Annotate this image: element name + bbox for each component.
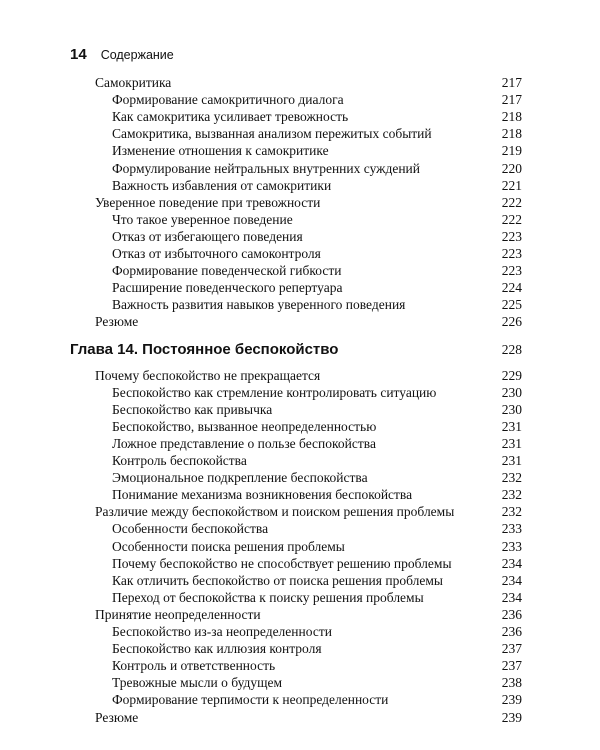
toc-entry-page: 220 xyxy=(501,160,522,176)
toc-entry-page: 239 xyxy=(501,692,522,708)
chapter-heading xyxy=(0,339,600,361)
toc-entry xyxy=(0,640,600,657)
toc-entry-page: 236 xyxy=(501,606,522,622)
toc-entry-title: Различие между беспокойством и поиском решения проблемы xyxy=(95,504,455,520)
toc-entry xyxy=(0,211,600,228)
toc-entry xyxy=(0,606,600,623)
toc-entry-title: Отказ от избыточного самоконтроля xyxy=(112,246,321,261)
toc-entry xyxy=(0,194,600,211)
toc-entry xyxy=(0,486,600,503)
toc-entry-page: 234 xyxy=(501,572,522,588)
toc-entry-title: Контроль беспокойства xyxy=(112,453,247,468)
toc-entry xyxy=(0,262,600,279)
toc-entry xyxy=(0,452,600,469)
toc-entry-page: 217 xyxy=(501,75,522,90)
toc-entry xyxy=(0,674,600,691)
toc-entry-page: 237 xyxy=(501,658,522,674)
toc-entry xyxy=(0,91,600,108)
toc-entry-page: 232 xyxy=(501,487,522,503)
toc-entry-page: 231 xyxy=(501,453,522,468)
toc-entry xyxy=(0,503,600,520)
toc-entry-page: 233 xyxy=(501,521,522,537)
toc-entry xyxy=(0,657,600,674)
chapter-page: 228 xyxy=(501,341,522,357)
toc-entry-page: 233 xyxy=(501,538,522,554)
toc-entry-page: 223 xyxy=(501,246,522,261)
toc-entry-page: 234 xyxy=(501,589,522,605)
toc-entry xyxy=(0,160,600,177)
toc-entry-title: Формирование самокритичного диалога xyxy=(112,92,344,108)
toc-entry xyxy=(0,384,600,401)
toc-entry xyxy=(0,469,600,486)
toc-entry-title: Формирование поведенческой гибкости xyxy=(112,263,342,279)
toc-entry xyxy=(0,589,600,606)
toc-entry-title: Особенности поиска решения проблемы xyxy=(112,538,345,554)
toc-entry-page: 222 xyxy=(501,194,522,210)
toc-entry-title: Как отличить беспокойство от поиска решения проблемы xyxy=(112,572,443,588)
toc-entry-title: Переход от беспокойства к поиску решения проблемы xyxy=(112,589,424,605)
toc-entry xyxy=(0,313,600,330)
toc-entry-page: 225 xyxy=(501,297,522,313)
toc-entry xyxy=(0,691,600,708)
toc-entry-page: 224 xyxy=(501,280,522,296)
toc-entry xyxy=(0,279,600,296)
toc-entry xyxy=(0,125,600,142)
toc-entry-title: Отказ от избегающего поведения xyxy=(112,228,303,244)
toc-entry-title: Как самокритика усиливает тревожность xyxy=(112,109,349,125)
toc-entry xyxy=(0,142,600,159)
toc-entry-title: Беспокойство как стремление контролировать ситуацию xyxy=(112,384,437,400)
toc-entry xyxy=(0,108,600,125)
toc-entry-title: Ложное представление о пользе беспокойства xyxy=(112,435,376,451)
toc-entry-title: Изменение отношения к самокритике xyxy=(112,143,329,159)
toc-entry xyxy=(0,623,600,640)
toc-entry-page: 229 xyxy=(501,367,522,383)
toc-entry-page: 218 xyxy=(501,109,522,125)
toc-entry xyxy=(0,435,600,452)
toc-entry-title: Тревожные мысли о будущем xyxy=(112,675,283,691)
toc-entry xyxy=(0,245,600,262)
toc-entry-title: Почему беспокойство не способствует решению проблемы xyxy=(112,555,452,571)
toc-entry xyxy=(0,555,600,572)
toc-entry-title: Уверенное поведение при тревожности xyxy=(95,194,321,210)
toc-entry-page: 222 xyxy=(501,211,522,227)
toc-entry-page: 237 xyxy=(501,641,522,657)
toc-entry-title: Формирование терпимости к неопределенности xyxy=(112,692,389,708)
page-header xyxy=(70,46,174,64)
toc-entry-page: 236 xyxy=(501,624,522,639)
toc-entry-title: Особенности беспокойства xyxy=(112,521,269,537)
toc-entry xyxy=(0,177,600,194)
toc-entry-title: Почему беспокойство не прекращается xyxy=(95,367,321,383)
toc-entry-title: Беспокойство, вызванное неопределенностью xyxy=(112,418,377,434)
toc-entry-page: 217 xyxy=(501,92,522,108)
chapter-title: Глава 14. Постоянное беспокойство xyxy=(70,340,339,358)
toc-entry xyxy=(0,296,600,313)
toc-entry xyxy=(0,367,600,384)
toc-entry-page: 219 xyxy=(501,143,522,159)
toc-entry-title: Важность избавления от самокритики xyxy=(112,177,332,193)
toc-entry-page: 238 xyxy=(501,675,522,691)
toc-entry-page: 226 xyxy=(501,314,522,330)
toc-entry-page: 231 xyxy=(501,418,522,434)
toc-entry xyxy=(0,74,600,91)
toc-entry xyxy=(0,520,600,537)
toc-entry xyxy=(0,572,600,589)
toc-entry-page: 239 xyxy=(501,709,522,725)
toc-entry-title: Формулирование нейтральных внутренних суждений xyxy=(112,160,421,176)
toc-entry-title: Понимание механизма возникновения беспокойства xyxy=(112,487,413,503)
toc-entry-title: Что такое уверенное поведение xyxy=(112,211,293,227)
toc-entry-page: 232 xyxy=(501,470,522,486)
toc-entry-page: 231 xyxy=(501,435,522,451)
toc-entry-page: 221 xyxy=(501,177,522,193)
toc-entry-title: Важность развития навыков уверенного поведения xyxy=(112,297,406,313)
toc-entry-title: Принятие неопределенности xyxy=(95,606,261,622)
toc-entry-title: Контроль и ответственность xyxy=(112,658,276,674)
toc-entry-page: 230 xyxy=(501,384,522,400)
toc-entry-title: Расширение поведенческого репертуара xyxy=(112,280,343,296)
toc-entry xyxy=(0,401,600,418)
toc-entry-title: Самокритика xyxy=(95,75,172,90)
toc-entry-page: 234 xyxy=(501,555,522,571)
toc-entry-title: Беспокойство как привычка xyxy=(112,401,273,417)
toc-entry-title: Самокритика, вызванная анализом пережитых событий xyxy=(112,126,432,142)
toc-entry xyxy=(0,418,600,435)
toc-entry xyxy=(0,538,600,555)
toc-entry-title: Эмоциональное подкрепление беспокойства xyxy=(112,470,368,486)
toc-entry-page: 223 xyxy=(501,263,522,279)
toc-entry-page: 232 xyxy=(501,504,522,520)
toc-entry-page: 230 xyxy=(501,401,522,417)
page-number: 14 xyxy=(70,46,87,63)
toc-entry xyxy=(0,709,600,726)
toc-entry-page: 223 xyxy=(501,228,522,244)
toc-entry-title: Беспокойство из-за неопределенности xyxy=(112,624,332,639)
toc-entry-title: Беспокойство как иллюзия контроля xyxy=(112,641,322,657)
toc-entry-title: Резюме xyxy=(95,314,139,330)
running-title: Содержание xyxy=(100,48,174,62)
toc-entry-title: Резюме xyxy=(95,709,139,725)
toc-entry xyxy=(0,228,600,245)
toc-entry-page: 218 xyxy=(501,126,522,142)
